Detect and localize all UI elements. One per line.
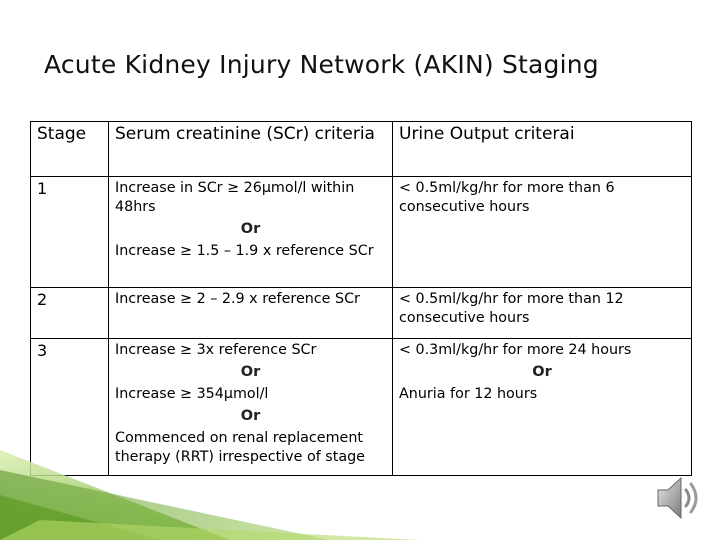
akin-staging-table <box>30 121 692 476</box>
or-separator: Or <box>532 364 552 380</box>
urine-cell <box>393 177 692 288</box>
urine-line: < 0.5ml/kg/hr for more than 12 consecutive hours <box>399 291 624 326</box>
scr-cell <box>109 177 393 288</box>
scr-line: Commenced on renal replacement therapy (RRT) irrespective of stage <box>115 430 365 465</box>
header-urine: Urine Output criterai <box>393 122 692 177</box>
stage-cell: 3 <box>31 339 109 476</box>
or-separator: Or <box>240 221 261 237</box>
speaker-icon[interactable] <box>654 472 706 524</box>
urine-cell <box>393 288 692 339</box>
table-row <box>31 288 692 339</box>
scr-line: Increase ≥ 1.5 – 1.9 x reference SCr <box>115 243 374 259</box>
scr-cell <box>109 288 393 339</box>
scr-line: Increase ≥ 354µmol/l <box>115 386 269 402</box>
urine-line: < 0.3ml/kg/hr for more 24 hours <box>399 342 632 358</box>
urine-line: < 0.5ml/kg/hr for more than 6 consecutive hours <box>399 180 615 215</box>
or-separator: Or <box>240 364 261 380</box>
stage-cell: 2 <box>31 288 109 339</box>
scr-line: Increase ≥ 2 – 2.9 x reference SCr <box>115 291 360 307</box>
scr-line: Increase in SCr ≥ 26µmol/l within 48hrs <box>115 180 355 215</box>
urine-line: Anuria for 12 hours <box>399 386 538 402</box>
page-title: Acute Kidney Injury Network (AKIN) Staging <box>44 50 599 79</box>
header-stage: Stage <box>31 122 109 177</box>
corner-decoration <box>0 450 720 540</box>
table-header-row <box>31 122 692 177</box>
stage-cell: 1 <box>31 177 109 288</box>
table-row <box>31 177 692 288</box>
scr-line: Increase ≥ 3x reference SCr <box>115 342 317 358</box>
or-separator: Or <box>240 408 261 424</box>
header-scr: Serum creatinine (SCr) criteria <box>109 122 393 177</box>
